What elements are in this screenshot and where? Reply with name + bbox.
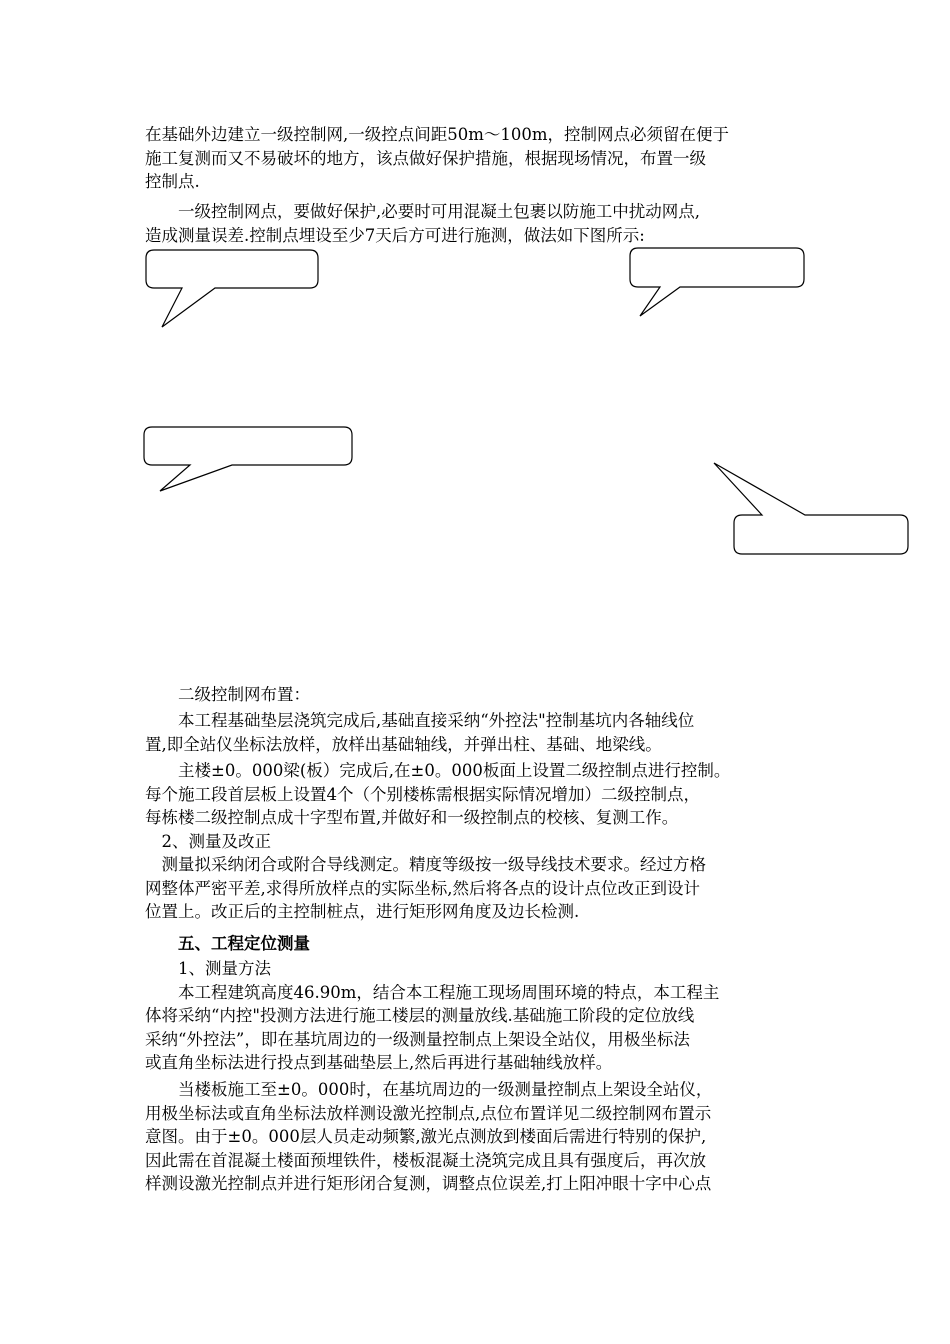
text-line: 主楼±0。000梁(板）完成后,在±0。000板面上设置二级控制点进行控制。 [145, 761, 731, 780]
text-line: 在基础外边建立一级控制网,一级控点间距50m～100m，控制网点必须留在便于 [145, 125, 730, 144]
paragraph-4 [145, 709, 825, 756]
text-line: 位置上。改正后的主控制桩点，进行矩形网角度及边长检测. [145, 902, 580, 921]
text-line: 二级控制网布置： [145, 685, 310, 704]
text-line: 造成测量误差.控制点埋设至少7天后方可进行施测，做法如下图所示: [145, 225, 645, 245]
text-line: 因此需在首混凝土楼面预埋铁件，楼板混凝土浇筑完成且具有强度后，再次放 [145, 1150, 706, 1170]
text-line: 当楼板施工至±0。000时，在基坑周边的一级测量控制点上架设全站仪， [145, 1080, 713, 1099]
text-line: 置,即全站仪坐标法放样，放样出基础轴线，并弹出柱、基础、地梁线。 [145, 734, 662, 754]
text-line: 本工程基础垫层浇筑完成后,基础直接采纳“外控法"控制基坑内各轴线位 [145, 711, 695, 730]
text-line: 采纳“外控法”，即在基坑周边的一级测量控制点上架设全站仪，用极坐标法 [145, 1029, 690, 1049]
paragraph-2 [145, 200, 825, 247]
section-heading [145, 932, 825, 956]
text-line: 2、测量及改正 [145, 831, 271, 851]
text-line: 控制点. [145, 172, 200, 191]
text-line: 样测设激光控制点并进行矩形闭合复测，调整点位误差,打上阳冲眼十字中心点 [145, 1174, 712, 1193]
text-line: 或直角坐标法进行投点到基础垫层上,然后再进行基础轴线放样。 [145, 1053, 613, 1072]
paragraph-7 [145, 1078, 825, 1196]
paragraph-3 [145, 683, 825, 707]
heading-text: 五、工程定位测量 [145, 934, 310, 953]
callout-bubble-lower-right [714, 463, 908, 554]
paragraph-1 [145, 123, 825, 194]
text-line: 每栋楼二级控制点成十字型布置,并做好和一级控制点的校核、复测工作。 [145, 808, 679, 827]
text-line: 1、测量方法 [145, 959, 271, 978]
text-line: 施工复测而又不易破坏的地方，该点做好保护措施，根据现场情况，布置一级 [145, 148, 706, 168]
text-line: 测量拟采纳闭合或附合导线测定。精度等级按一级导线技术要求。经过方格 [145, 855, 706, 874]
text-line: 一级控制网点，要做好保护,必要时可用混凝土包裹以防施工中扰动网点, [145, 202, 700, 221]
text-line: 意图。由于±0。000层人员走动频繁,激光点测放到楼面后需进行特别的保护, [145, 1127, 707, 1146]
callout-bubble-top-right [630, 248, 804, 316]
callout-bubble-middle-left [144, 427, 352, 491]
callout-bubble-top-left [146, 250, 318, 327]
text-line: 本工程建筑高度46.90m，结合本工程施工现场周围环境的特点，本工程主 [145, 982, 720, 1002]
paragraph-6 [145, 957, 825, 1075]
text-line: 体将采纳“内控"投测方法进行施工楼层的测量放线.基础施工阶段的定位放线 [145, 1006, 695, 1025]
text-line: 网整体严密平差,求得所放样点的实际坐标,然后将各点的设计点位改正到设计 [145, 878, 700, 898]
text-line: 用极坐标法或直角坐标法放样测设激光控制点,点位布置详见二级控制网布置示 [145, 1103, 712, 1123]
paragraph-5 [145, 759, 825, 924]
text-line: 每个施工段首层板上设置4个（个别楼栋需根据实际情况增加）二级控制点， [145, 784, 700, 804]
